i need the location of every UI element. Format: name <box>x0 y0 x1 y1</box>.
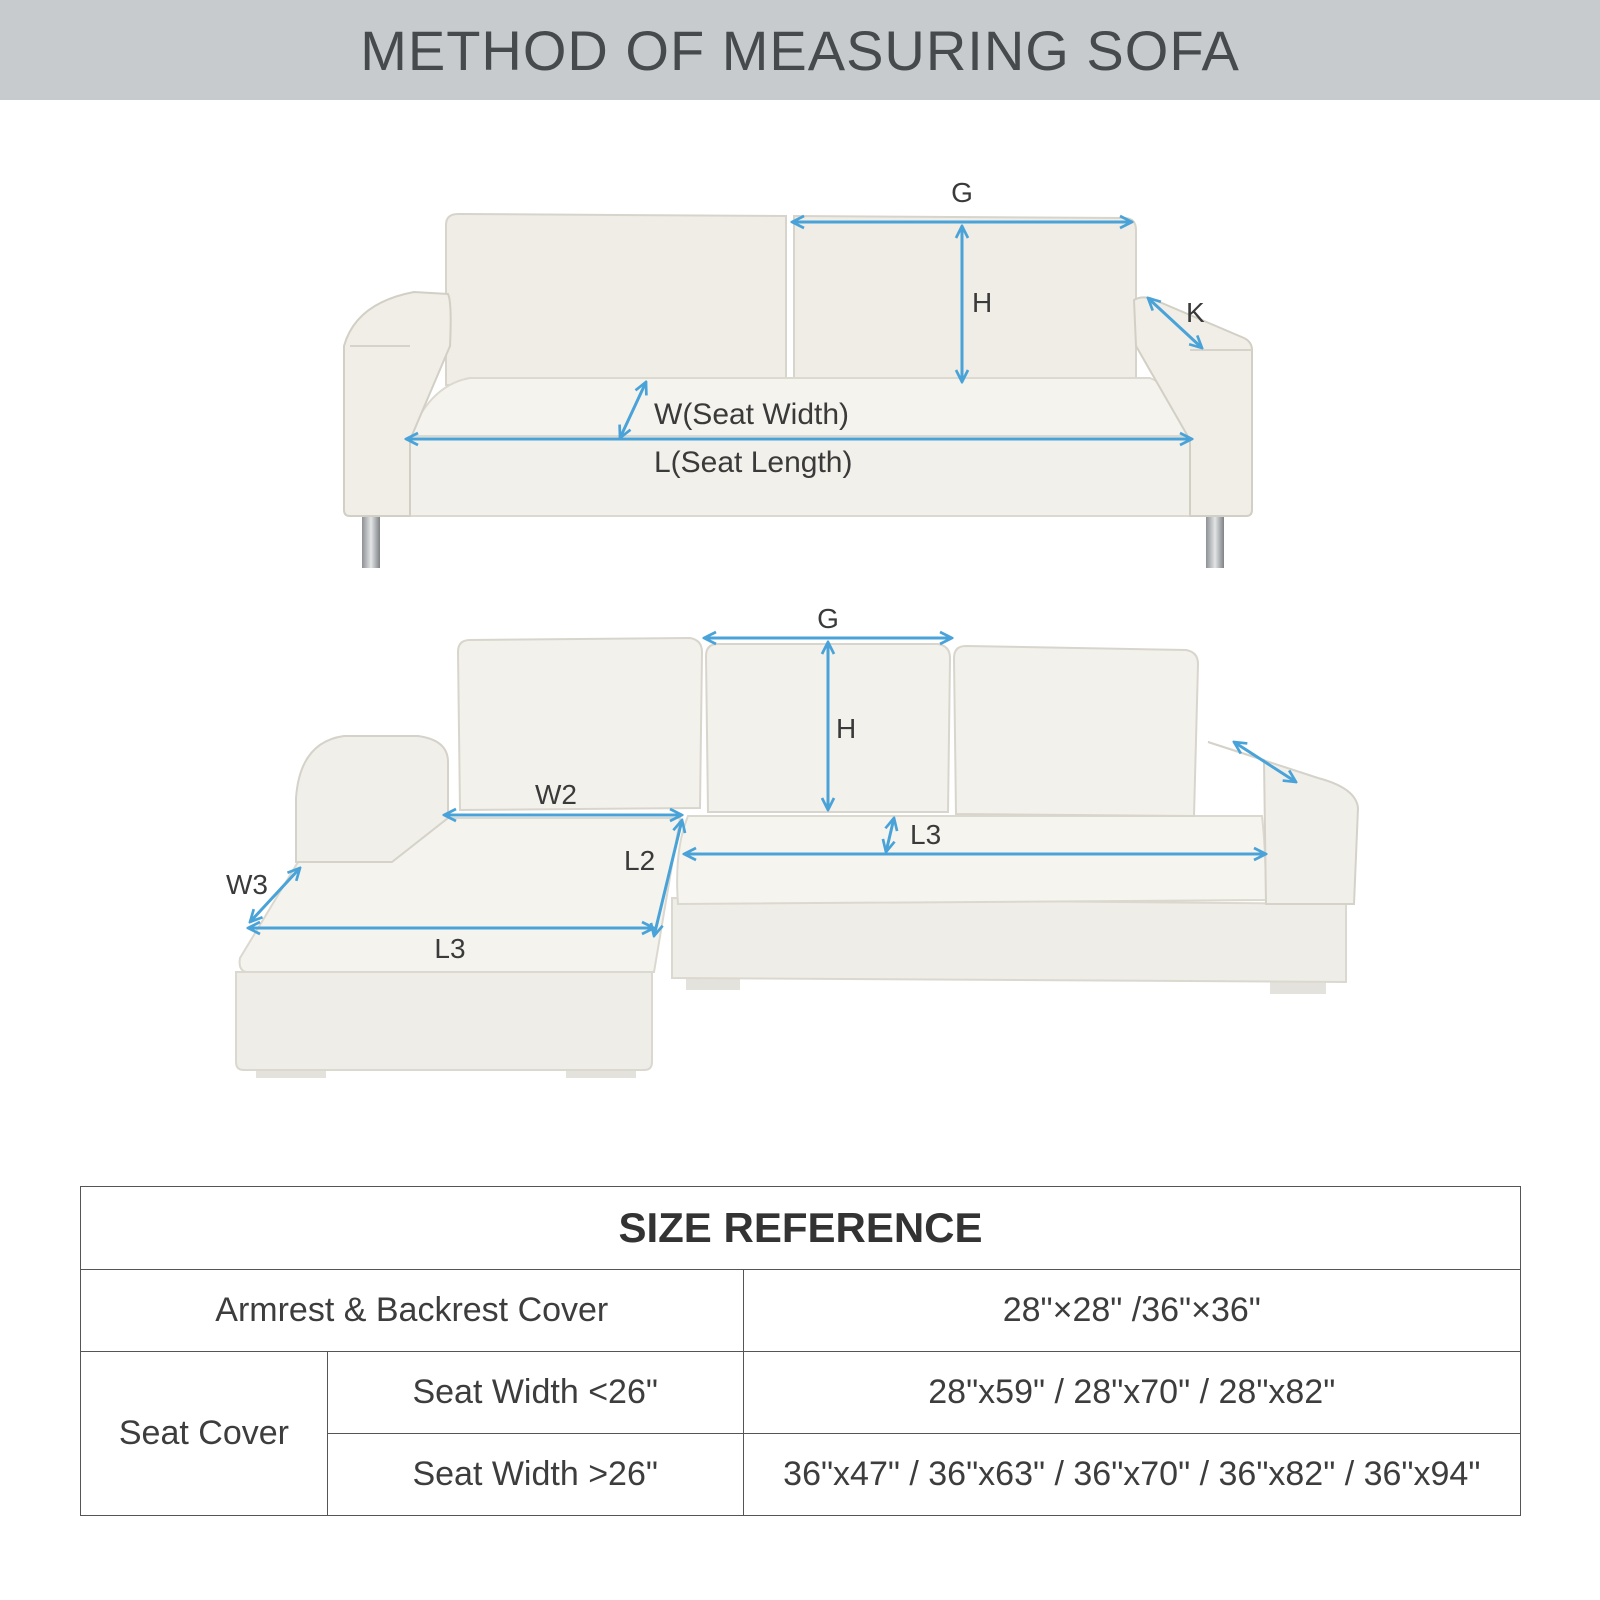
table-row-seat-small <box>81 1352 1521 1434</box>
sectional-sofa <box>236 638 1358 1078</box>
three-seat-sofa <box>344 214 1252 568</box>
label-g: G <box>951 177 973 208</box>
label-seat-width: W(Seat Width) <box>654 398 850 431</box>
label-g-bottom: G <box>817 603 839 634</box>
label-h: H <box>972 287 993 318</box>
sofa-backrest-cushion-right <box>794 216 1136 385</box>
sectional-back-cushion-1 <box>458 638 702 810</box>
label-k: K <box>1186 297 1205 328</box>
size-reference-table-wrapper <box>80 1186 1521 1516</box>
label-w3: W3 <box>226 869 268 900</box>
sectional-main-base <box>672 898 1346 982</box>
sofa-backrest-cushion-left <box>446 214 786 385</box>
table-title-row <box>81 1187 1521 1270</box>
seat-sizes-small: 28"x59" / 28"x70" / 28"x82" <box>743 1352 1520 1434</box>
seat-width-small: Seat Width <26" <box>327 1352 743 1434</box>
label-l3-seat: L3 <box>910 819 942 850</box>
label-h-bottom: H <box>836 713 857 744</box>
label-l2: L2 <box>624 845 656 876</box>
seat-width-large: Seat Width >26" <box>327 1434 743 1516</box>
armrest-value: 28"×28" /36"×36" <box>743 1270 1520 1352</box>
seat-sizes-large: 36"x47" / 36"x63" / 36"x70" / 36"x82" / 36"x94" <box>743 1434 1520 1516</box>
sectional-main-seat-cushion <box>677 816 1266 904</box>
label-seat-length: L(Seat Length) <box>654 446 853 479</box>
seat-cover-label: Seat Cover <box>81 1352 328 1516</box>
label-w2: W2 <box>535 779 577 810</box>
table-title: SIZE REFERENCE <box>81 1187 1521 1270</box>
sectional-chaise-base <box>236 972 652 1070</box>
table-row-armrest <box>81 1270 1521 1352</box>
size-reference-table <box>80 1186 1521 1516</box>
page-title: METHOD OF MEASURING SOFA <box>360 18 1240 82</box>
sectional-back-cushion-3 <box>954 646 1198 816</box>
armrest-label: Armrest & Backrest Cover <box>81 1270 744 1352</box>
label-l3-chaise: L3 <box>434 933 466 964</box>
